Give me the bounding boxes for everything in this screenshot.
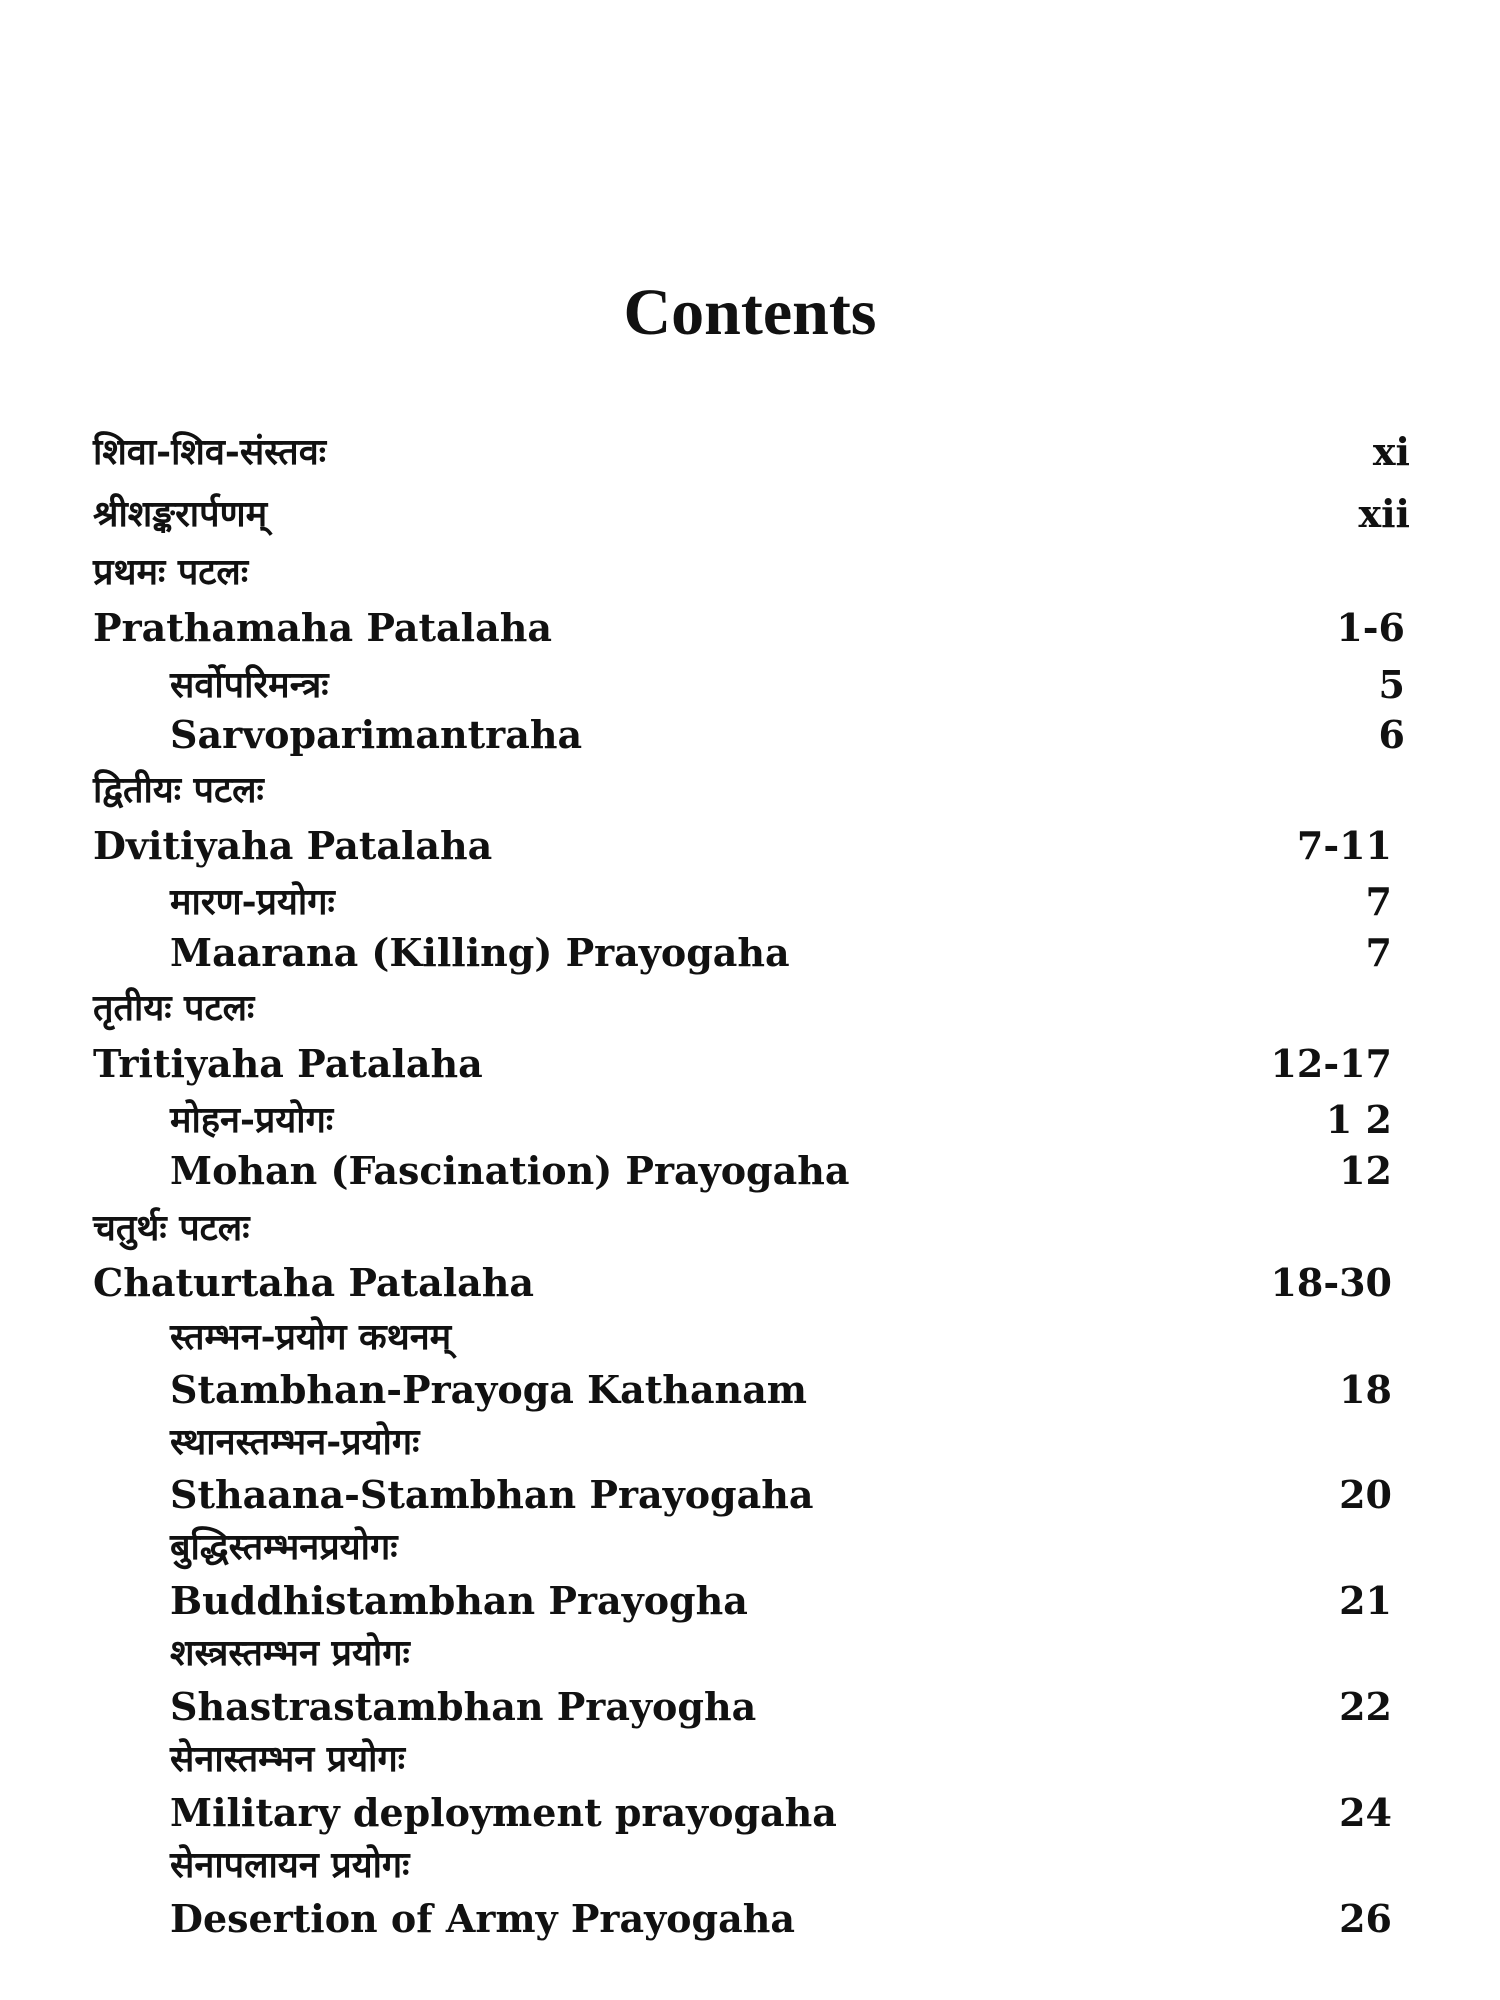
toc-entry-title: मोहन-प्रयोगः (170, 1099, 334, 1141)
toc-entry-title: सेनापलायन प्रयोगः (170, 1844, 410, 1886)
toc-entry-title: Buddhistambhan Prayogha (170, 1578, 748, 1623)
toc-entry-title: सेनास्तम्भन प्रयोगः (170, 1738, 406, 1780)
toc-entry-title: Sthaana-Stambhan Prayogaha (170, 1472, 814, 1517)
toc-entry (0, 1362, 1500, 1418)
toc-entry (0, 657, 1500, 713)
toc-entry (0, 1092, 1500, 1148)
toc-entry-title: Dvitiyaha Patalaha (93, 823, 493, 868)
toc-entry (0, 1200, 1500, 1256)
toc-entry-title: द्वितीयः पटलः (93, 769, 264, 811)
toc-entry-page: 6 (1378, 712, 1405, 757)
toc-entry (0, 925, 1500, 981)
toc-entry-title: मारण-प्रयोगः (170, 881, 335, 923)
toc-entry-page: 21 (1339, 1578, 1392, 1623)
toc-entry-title: श्रीशङ्करार्पणम् (93, 493, 268, 535)
toc-entry (0, 818, 1500, 874)
toc-entry-title: Tritiyaha Patalaha (93, 1041, 483, 1086)
toc-entry-page: 12 (1339, 1148, 1392, 1193)
toc-entry-title: Chaturtaha Patalaha (93, 1260, 535, 1305)
toc-entry-page: 22 (1339, 1684, 1392, 1729)
toc-entry-title: Desertion of Army Prayogaha (170, 1896, 795, 1941)
toc-entry (0, 1625, 1500, 1681)
toc-entry-title: शिवा-शिव-संस्तवः (93, 431, 326, 473)
toc-entry-page: 20 (1339, 1472, 1392, 1517)
toc-entry (0, 544, 1500, 600)
toc-entry (0, 424, 1500, 480)
toc-entry (0, 874, 1500, 930)
toc-entry (0, 1837, 1500, 1893)
toc-entry-title: स्तम्भन-प्रयोग कथनम् (170, 1316, 452, 1358)
toc-entry-title: Prathamaha Patalaha (93, 605, 552, 650)
toc-entry (0, 1731, 1500, 1787)
toc-entry (0, 980, 1500, 1036)
toc-entry (0, 707, 1500, 763)
toc-entry-title: Military deployment prayogaha (170, 1790, 837, 1835)
toc-entry (0, 1036, 1500, 1092)
toc-entry-page: 18-30 (1270, 1260, 1392, 1305)
toc-entry-page: 7 (1365, 930, 1392, 975)
toc-entry-page: 1 2 (1325, 1097, 1392, 1142)
toc-entry-title: सर्वोपरिमन्त्रः (170, 664, 329, 706)
toc-entry (0, 600, 1500, 656)
toc-entry-page: 7 (1365, 879, 1392, 924)
toc-entry-title: Maarana (Killing) Prayogaha (170, 930, 790, 975)
toc-entry-title: चतुर्थः पटलः (93, 1207, 250, 1249)
toc-entry (0, 1785, 1500, 1841)
toc-entry-title: प्रथमः पटलः (93, 551, 249, 593)
toc-entry (0, 1309, 1500, 1365)
toc-entry-title: Shastrastambhan Prayogha (170, 1684, 757, 1729)
toc-entry-title: बुद्धिस्तम्भनप्रयोगः (170, 1526, 398, 1568)
toc-entry-page: 18 (1339, 1367, 1392, 1412)
toc-entry-title: स्थानस्तम्भन-प्रयोगः (170, 1421, 420, 1463)
toc-entry-page: 12-17 (1270, 1041, 1392, 1086)
toc-entry (0, 1519, 1500, 1575)
toc-entry (0, 1679, 1500, 1735)
toc-entry-page: 5 (1378, 662, 1405, 707)
toc-entry (0, 1255, 1500, 1311)
toc-entry (0, 1573, 1500, 1629)
page-title: Contents (623, 276, 877, 349)
toc-entry-page: 1-6 (1336, 605, 1405, 650)
toc-entry-title: शस्त्रस्तम्भन प्रयोगः (170, 1632, 410, 1674)
toc-entry-title: Sarvoparimantraha (170, 712, 583, 757)
toc-entry (0, 1414, 1500, 1470)
toc-entry (0, 1467, 1500, 1523)
toc-entry (0, 762, 1500, 818)
toc-entry (0, 1891, 1500, 1947)
toc-entry (0, 486, 1500, 542)
toc-entry-page: xi (1372, 429, 1410, 474)
toc-entry-page: 7-11 (1296, 823, 1392, 868)
toc-entry-page: 24 (1339, 1790, 1392, 1835)
toc-entry-title: Stambhan-Prayoga Kathanam (170, 1367, 808, 1412)
toc-entry-page: 26 (1339, 1896, 1392, 1941)
toc-entry (0, 1143, 1500, 1199)
toc-entry-title: Mohan (Fascination) Prayogaha (170, 1148, 850, 1193)
toc-entry-page: xii (1358, 491, 1410, 536)
toc-entry-title: तृतीयः पटलः (93, 987, 255, 1029)
